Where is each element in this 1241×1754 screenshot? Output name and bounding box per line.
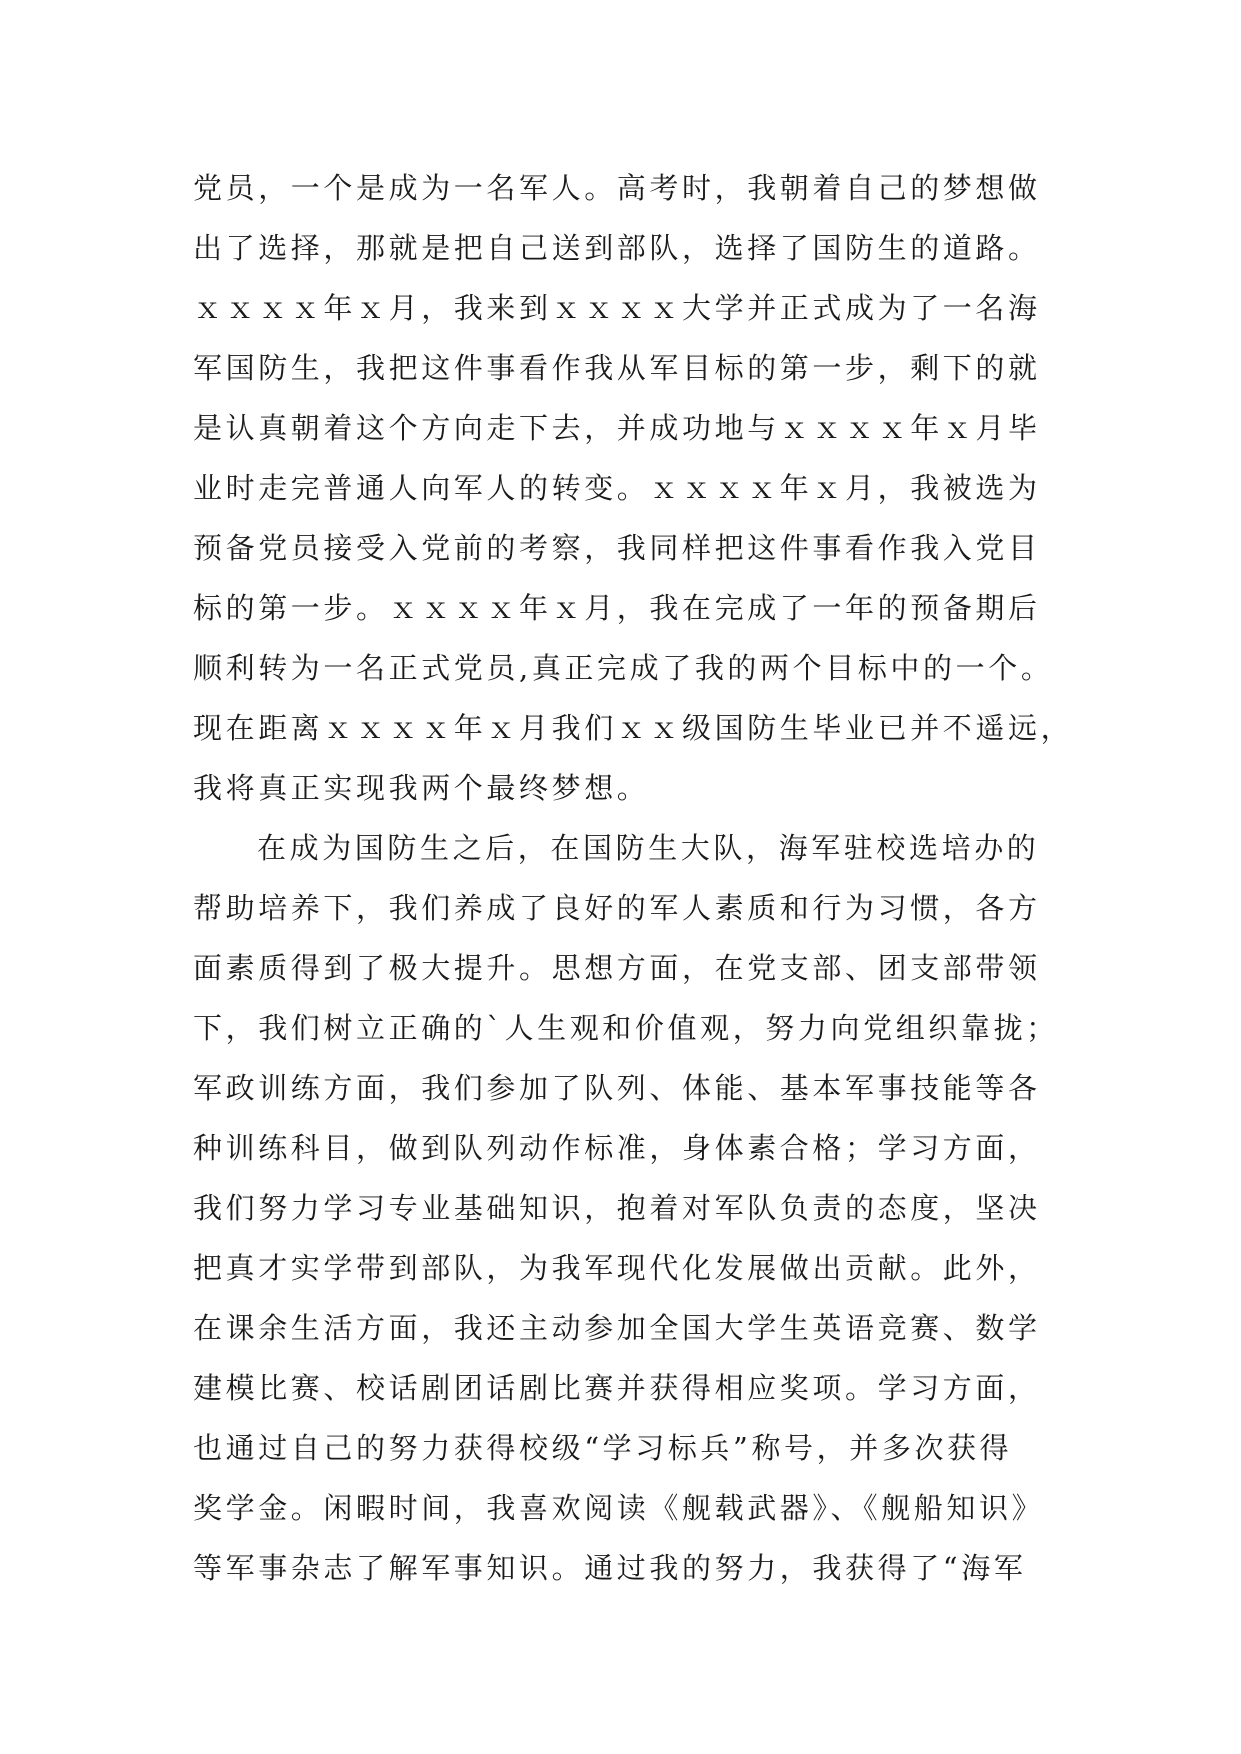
text-line: 预备党员接受入党前的考察，我同样把这件事看作我入党目 xyxy=(193,531,1041,565)
text-line: 也通过自己的努力获得校级“学习标兵”称号，并多次获得 xyxy=(193,1431,1013,1465)
text-line: 是认真朝着这个方向走下去，并成功地与ｘｘｘｘ年ｘ月毕 xyxy=(193,411,1041,445)
text-line: 奖学金。闲暇时间，我喜欢阅读《舰载武器》、《舰船知识》 xyxy=(193,1491,1045,1525)
text-line: ｘｘｘｘ年ｘ月，我来到ｘｘｘｘ大学并正式成为了一名海 xyxy=(193,291,1041,325)
text-line: 我将真正实现我两个最终梦想。 xyxy=(193,771,650,805)
text-line: 党员，一个是成为一名军人。高考时，我朝着自己的梦想做 xyxy=(193,171,1041,205)
text-line: 军政训练方面，我们参加了队列、体能、基本军事技能等各 xyxy=(193,1071,1041,1105)
text-line: 我们努力学习专业基础知识，抱着对军队负责的态度，坚决 xyxy=(193,1191,1041,1225)
text-line: 帮助培养下，我们养成了良好的军人素质和行为习惯，各方 xyxy=(193,891,1041,925)
text-line: 标的第一步。ｘｘｘｘ年ｘ月，我在完成了一年的预备期后 xyxy=(193,591,1041,625)
text-line: 业时走完普通人向军人的转变。ｘｘｘｘ年ｘ月，我被选为 xyxy=(193,471,1041,505)
text-line: 等军事杂志了解军事知识。通过我的努力，我获得了“海军 xyxy=(193,1551,1027,1585)
text-line: 建模比赛、校话剧团话剧比赛并获得相应奖项。学习方面， xyxy=(193,1371,1041,1405)
text-line: 在课余生活方面，我还主动参加全国大学生英语竞赛、数学 xyxy=(193,1311,1041,1345)
text-line: 现在距离ｘｘｘｘ年ｘ月我们ｘｘ级国防生毕业已并不遥远， xyxy=(193,711,1074,745)
text-line: 把真才实学带到部队，为我军现代化发展做出贡献。此外， xyxy=(193,1251,1041,1285)
text-line: 面素质得到了极大提升。思想方面，在党支部、团支部带领 xyxy=(193,951,1041,985)
text-line: 种训练科目，做到队列动作标准，身体素合格；学习方面， xyxy=(193,1131,1041,1165)
text-line: 顺利转为一名正式党员,真正完成了我的两个目标中的一个。 xyxy=(193,651,1054,685)
text-line: 军国防生，我把这件事看作我从军目标的第一步，剩下的就 xyxy=(193,351,1041,385)
body-text xyxy=(193,158,1074,1598)
text-line: 下，我们树立正确的`人生观和价值观，努力向党组织靠拢； xyxy=(193,1011,1059,1045)
text-line: 出了选择，那就是把自己送到部队，选择了国防生的道路。 xyxy=(193,231,1041,265)
paragraph-first-line: 在成为国防生之后，在国防生大队，海军驻校选培办的 xyxy=(257,831,1040,865)
